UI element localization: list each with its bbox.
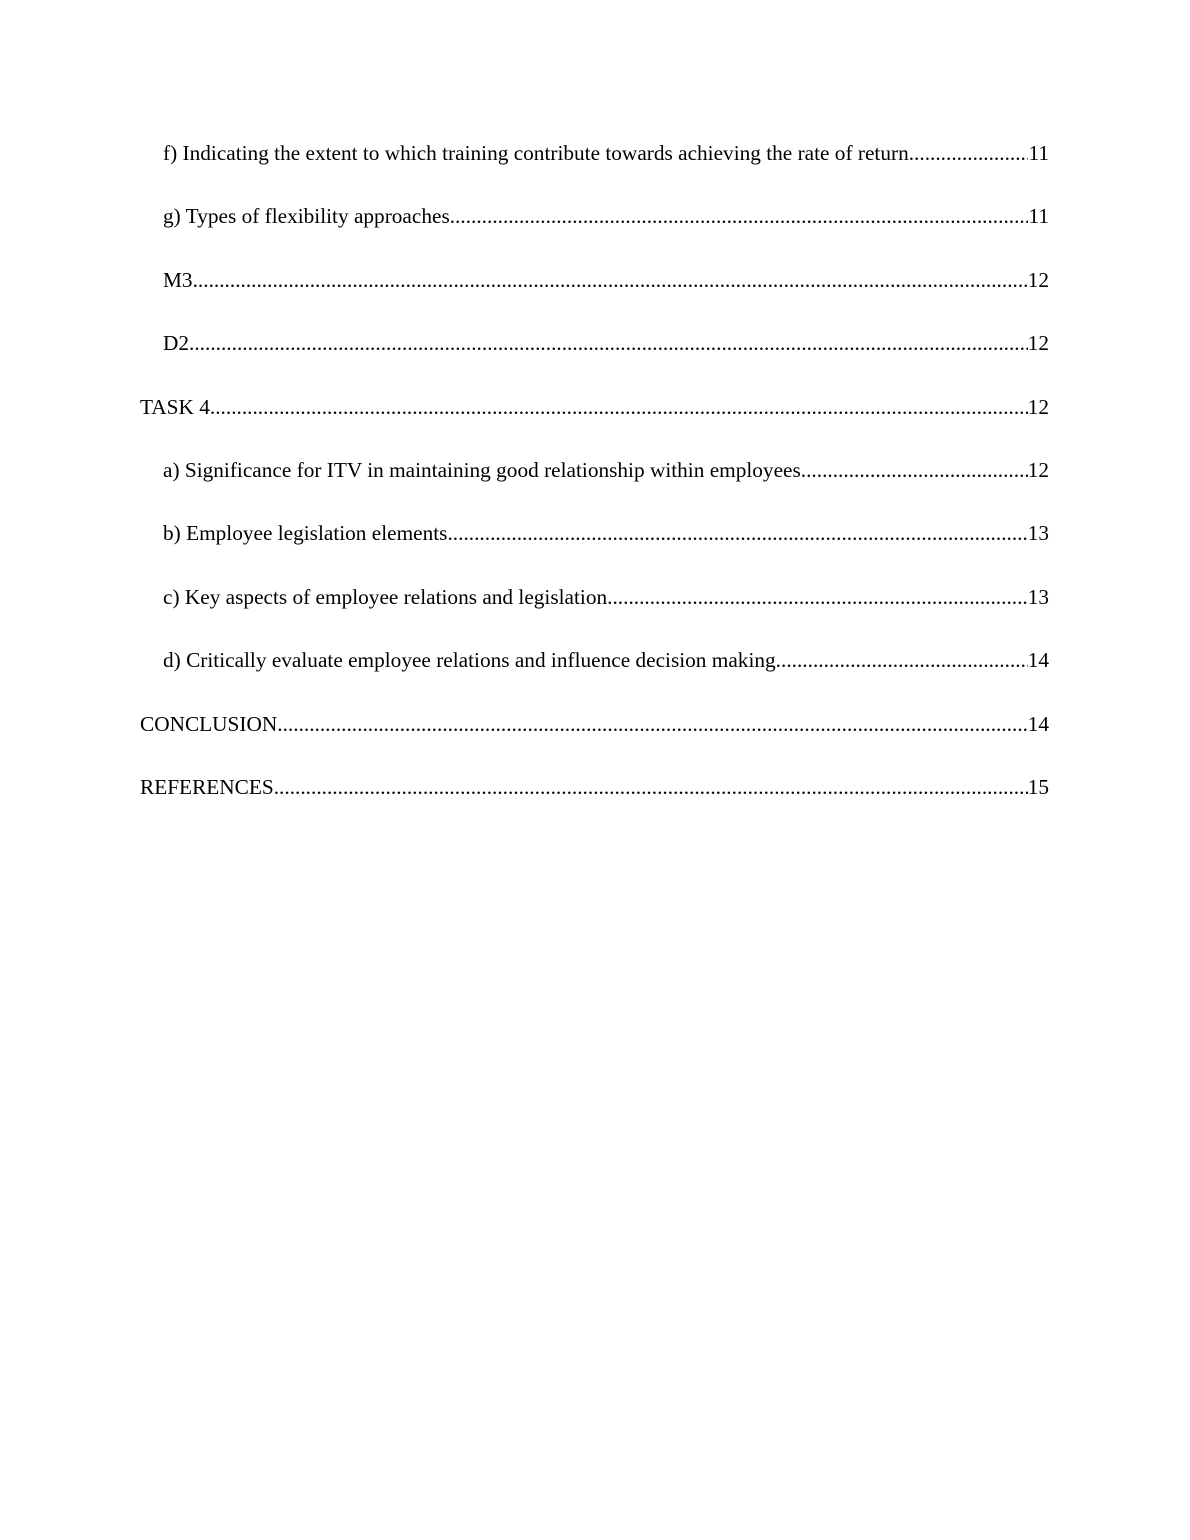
toc-entry-label: D2 xyxy=(163,331,190,356)
toc-entry-label: CONCLUSION xyxy=(140,711,278,736)
toc-page-number: 11 xyxy=(1028,141,1049,165)
toc-entry-label: d) Critically evaluate employee relations and influence decision making xyxy=(163,648,776,673)
toc-dot-leader xyxy=(210,376,1028,439)
toc-entry-d2[interactable] xyxy=(140,312,1049,375)
table-of-contents xyxy=(140,122,1049,819)
toc-page-number: 12 xyxy=(1027,331,1049,356)
toc-entry-label: a) Significance for ITV in maintaining good relationship within employees xyxy=(163,457,801,482)
toc-entry-task-4[interactable] xyxy=(140,376,1049,439)
toc-entry-label: f) Indicating the extent to which training contribute towards achieving the rate of return xyxy=(163,141,909,165)
toc-dot-leader xyxy=(909,122,1029,185)
toc-dot-leader xyxy=(801,439,1028,502)
toc-page-number: 13 xyxy=(1027,521,1049,546)
toc-entry-legislation-elements[interactable] xyxy=(140,502,1049,565)
toc-dot-leader xyxy=(193,249,1028,312)
toc-entry-conclusion[interactable] xyxy=(140,693,1049,756)
toc-dot-leader xyxy=(607,566,1028,629)
toc-entry-m3[interactable] xyxy=(140,249,1049,312)
toc-page-number: 12 xyxy=(1027,394,1049,419)
toc-page-number: 15 xyxy=(1027,774,1049,799)
toc-entry-decision-making[interactable] xyxy=(140,629,1049,692)
toc-page-number: 11 xyxy=(1028,204,1049,229)
toc-dot-leader xyxy=(776,629,1028,692)
toc-dot-leader xyxy=(189,312,1028,375)
toc-page-number: 14 xyxy=(1027,711,1049,736)
toc-page-number: 14 xyxy=(1027,648,1049,673)
toc-entry-label: TASK 4 xyxy=(140,394,210,419)
toc-dot-leader xyxy=(450,185,1029,248)
toc-entry-itv-relationship[interactable] xyxy=(140,439,1049,502)
toc-entry-label: c) Key aspects of employee relations and legislation xyxy=(163,584,608,609)
toc-entry-training-rate-of-return[interactable] xyxy=(140,122,1049,185)
toc-entry-label: REFERENCES xyxy=(140,774,274,799)
toc-dot-leader xyxy=(447,502,1027,565)
toc-entry-references[interactable] xyxy=(140,756,1049,819)
toc-entry-label: b) Employee legislation elements xyxy=(163,521,448,546)
toc-entry-flexibility-approaches[interactable] xyxy=(140,185,1049,248)
toc-dot-leader xyxy=(274,756,1028,819)
toc-entry-relations-and-legislation[interactable] xyxy=(140,566,1049,629)
toc-page-number: 12 xyxy=(1027,267,1049,292)
toc-dot-leader xyxy=(277,693,1027,756)
toc-page-number: 12 xyxy=(1027,457,1049,482)
toc-entry-label: g) Types of flexibility approaches xyxy=(163,204,450,229)
toc-entry-label: M3 xyxy=(163,267,193,292)
toc-page-number: 13 xyxy=(1027,584,1049,609)
